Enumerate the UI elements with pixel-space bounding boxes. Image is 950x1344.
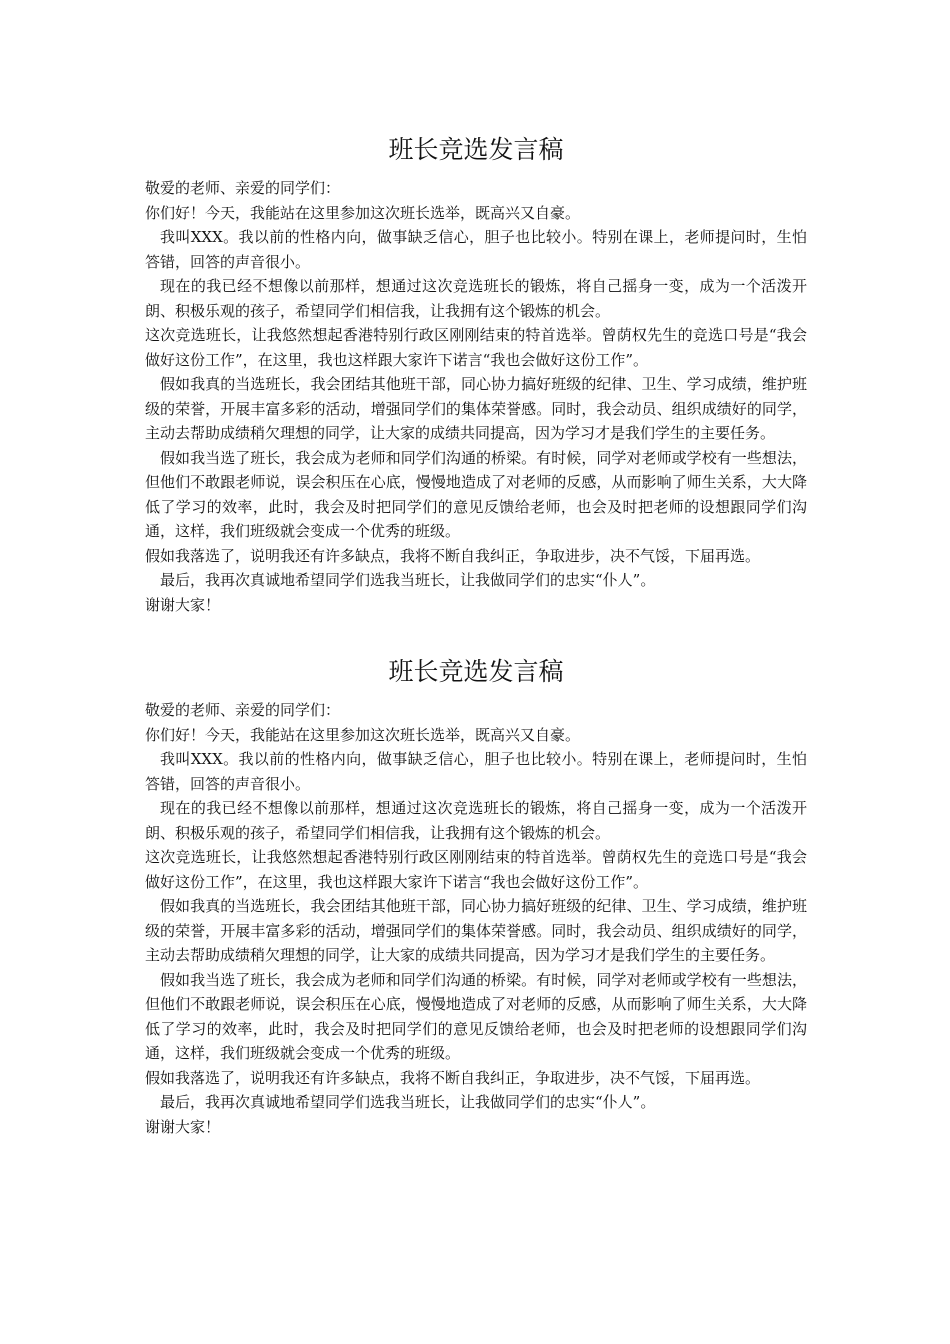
if-lose-paragraph: 假如我落选了，说明我还有许多缺点，我将不断自我纠正，争取进步，决不气馁，下届再选。 [145,1068,761,1087]
thanks-line: 谢谢大家！ [145,595,221,614]
bridge-paragraph: 假如我当选了班长，我会成为老师和同学们沟通的桥梁。有时候，同学对老师或学校有一些想法，但他们不敢跟老师说，误会积压在心底，慢慢地造成了对老师的反感，从而影响了师生关系，大大降低了学习的效率，此时，我会及时把同学们的意见反馈给老师，也会及时把老师的设想跟同学们沟通，这样，我们班级就会变成一个优秀的班级。 [145,448,807,540]
greeting-paragraph: 你们好！今天，我能站在这里参加这次班长选举，既高兴又自豪。 [145,203,581,222]
bridge-paragraph: 假如我当选了班长，我会成为老师和同学们沟通的桥梁。有时候，同学对老师或学校有一些想法，但他们不敢跟老师说，误会积压在心底，慢慢地造成了对老师的反感，从而影响了师生关系，大大降低了学习的效率，此时，我会及时把同学们的意见反馈给老师，也会及时把老师的设想跟同学们沟通，这样，我们班级就会变成一个优秀的班级。 [145,970,807,1062]
salutation: 敬爱的老师、亲爱的同学们： [145,701,341,719]
plan-paragraph: 假如我真的当选班长，我会团结其他班干部，同心协力搞好班级的纪律、卫生、学习成绩，维护班级的荣誉，开展丰富多彩的活动，增强同学们的集体荣誉感。同时，我会动员、组织成绩好的同学，主动去帮助成绩稍欠理想的同学，让大家的成绩共同提高，因为学习才是我们学生的主要任务。 [145,897,807,964]
motivation-paragraph: 现在的我已经不想像以前那样，想通过这次竞选班长的锻炼，将自己摇身一变，成为一个活泼开朗、积极乐观的孩子，希望同学们相信我，让我拥有这个锻炼的机会。 [145,799,807,842]
slogan-paragraph: 这次竞选班长，让我悠然想起香港特别行政区刚刚结束的特首选举。曾荫权先生的竞选口号是“我会做好这份工作”，在这里，我也这样跟大家许下诺言“我也会做好这份工作”。 [145,326,807,369]
motivation-paragraph: 现在的我已经不想像以前那样，想通过这次竞选班长的锻炼，将自己摇身一变，成为一个活泼开朗、积极乐观的孩子，希望同学们相信我，让我拥有这个锻炼的机会。 [145,277,807,320]
thanks-line: 谢谢大家！ [145,1117,221,1136]
speech-article-1 [145,130,807,617]
plan-paragraph: 假如我真的当选班长，我会团结其他班干部，同心协力搞好班级的纪律、卫生、学习成绩，维护班级的荣誉，开展丰富多彩的活动，增强同学们的集体荣誉感。同时，我会动员、组织成绩好的同学，主动去帮助成绩稍欠理想的同学，让大家的成绩共同提高，因为学习才是我们学生的主要任务。 [145,375,807,442]
article-title: 班长竞选发言稿 [388,657,564,686]
introduction-paragraph: 我叫XXX。我以前的性格内向，做事缺乏信心，胆子也比较小。特别在课上，老师提问时，生怕答错，回答的声音很小。 [145,228,807,271]
speech-article-2 [145,652,807,1139]
greeting-paragraph: 你们好！今天，我能站在这里参加这次班长选举，既高兴又自豪。 [145,725,581,744]
introduction-paragraph: 我叫XXX。我以前的性格内向，做事缺乏信心，胆子也比较小。特别在课上，老师提问时，生怕答错，回答的声音很小。 [145,750,807,793]
slogan-paragraph: 这次竞选班长，让我悠然想起香港特别行政区刚刚结束的特首选举。曾荫权先生的竞选口号是“我会做好这份工作”，在这里，我也这样跟大家许下诺言“我也会做好这份工作”。 [145,848,807,891]
closing-paragraph: 最后，我再次真诚地希望同学们选我当班长，让我做同学们的忠实“仆人”。 [160,571,656,589]
closing-paragraph: 最后，我再次真诚地希望同学们选我当班长，让我做同学们的忠实“仆人”。 [160,1093,656,1111]
if-lose-paragraph: 假如我落选了，说明我还有许多缺点，我将不断自我纠正，争取进步，决不气馁，下届再选。 [145,546,761,565]
article-title: 班长竞选发言稿 [388,135,564,164]
salutation: 敬爱的老师、亲爱的同学们： [145,179,341,197]
